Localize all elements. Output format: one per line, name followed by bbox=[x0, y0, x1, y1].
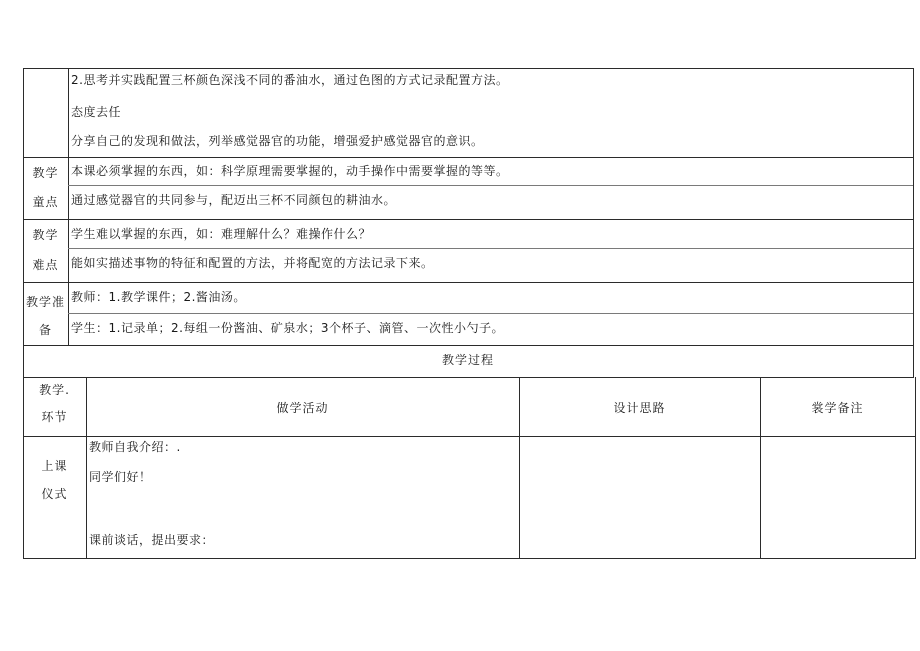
header-design: 设计思路 bbox=[613, 401, 666, 415]
row-divider-headers bbox=[23, 436, 916, 437]
objective-line-2: 2.思考并实践配置三杯颜色深浅不同的番油水，通过色图的方式记录配置方法。 bbox=[71, 73, 509, 87]
table-top-border bbox=[23, 68, 913, 69]
subrow-divider-keypoints bbox=[68, 185, 913, 186]
table-right-border-lower bbox=[915, 377, 916, 558]
row-divider-difficulties bbox=[23, 282, 913, 283]
difficulties-line-1: 学生难以掌握的东西，如：难理解什么？难操作什么？ bbox=[71, 227, 372, 241]
table-left-border bbox=[23, 68, 24, 558]
row-divider-keypoints bbox=[23, 219, 913, 220]
header-activity: 做学活动 bbox=[276, 401, 329, 415]
preparation-label-top: 教学准 bbox=[25, 295, 65, 309]
header-stage-top: 教学. bbox=[39, 383, 70, 397]
header-notes: 裳学备注 bbox=[811, 401, 864, 415]
keypoints-line-2: 通过感觉器官的共同参与，配迈出三杯不同颜包的耕油水。 bbox=[71, 193, 397, 207]
keypoints-line-1: 本课必须掌握的东西，如：科学原理需要掌握的，动手操作中需要掌握的等等。 bbox=[71, 164, 509, 178]
preparation-student: 学生：1.记录单；2.每组一份酱油、矿泉水；3个杯子、滴管、一次性小勺子。 bbox=[71, 321, 505, 335]
subrow-divider-preparation bbox=[68, 313, 913, 314]
table-right-border-upper bbox=[913, 68, 914, 378]
subrow-divider-difficulties bbox=[68, 248, 913, 249]
row1-activity-line-3: 课前谈话，提出要求： bbox=[89, 533, 215, 547]
row1-activity-line-2: 同学们好！ bbox=[89, 470, 152, 484]
row1-stage-top: 上课 bbox=[41, 459, 68, 473]
label-column-divider bbox=[68, 68, 69, 345]
difficulties-line-2: 能如实描述事物的特征和配置的方法，并将配宽的方法记录下来。 bbox=[71, 256, 434, 270]
process-title: 教学过程 bbox=[441, 353, 494, 367]
keypoints-label-top: 教学 bbox=[32, 166, 59, 180]
attitude-heading: 态度去任 bbox=[71, 105, 122, 119]
preparation-label-bottom: 备 bbox=[38, 323, 52, 337]
difficulties-label-bottom: 难点 bbox=[32, 258, 59, 272]
keypoints-label-bottom: 童点 bbox=[32, 195, 59, 209]
row-divider-objectives bbox=[23, 157, 913, 158]
attitude-text: 分享自己的发现和做法，列举感觉器官的功能，增强爱护感觉器官的意识。 bbox=[71, 134, 484, 148]
row-divider-process-title bbox=[23, 377, 913, 378]
difficulties-label-top: 教学 bbox=[32, 228, 59, 242]
row1-stage-bottom: 仪式 bbox=[41, 487, 68, 501]
row1-activity-line-1: 教师自我介绍：. bbox=[89, 440, 181, 454]
row-divider-preparation bbox=[23, 345, 913, 346]
preparation-teacher: 教师：1.教学课件；2.酱油汤。 bbox=[71, 290, 246, 304]
header-stage-bottom: 环节 bbox=[41, 410, 68, 424]
table-bottom-border bbox=[23, 558, 916, 559]
